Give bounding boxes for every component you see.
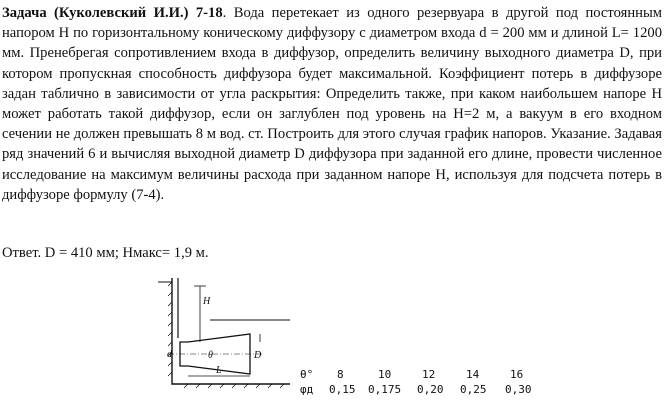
problem-text [2, 3, 662, 205]
loss-coefficient-table [300, 368, 560, 402]
angle-cell: 8 [337, 368, 344, 381]
coefficient-cell: 0,25 [460, 383, 487, 396]
problem-body: . Вода перетекает из одного резервуара в другой под постоянным напором H по горизонтальному коническому диффузору с диаметром входа d = 200 мм и длиной L= 1200 мм. Пренебрегая сопротивлением входа в диффузор, определить величину выходного диаметра D, при котором пропускная способность диффузора будет максимальной. Коэффициент потерь в диффузоре задан таблично в зависимости от угла раскрытия: Определить также, при каком наибольшем напоре H может работать такой диффузор, если он заглублен под уровень на H=2 м, а вакуум в его входном сечении не должен превышать 8 м вод. ст. Построить для этого случая график напоров. Указание. Задавая ряд значений 6 и вычисляя выходной диаметр D диффузора при заданной его длине, провести численное исследование на максимум величины расхода при заданном напоре H, используя для подсчета потерь в диффузоре формулу (7-4). [2, 5, 662, 203]
reservoir-wall-left [172, 278, 180, 384]
coefficient-cell: 0,30 [505, 383, 532, 396]
coefficient-cell: 0,175 [368, 383, 402, 396]
problem-heading: Задача (Куколевский И.И.) 7-18 [2, 5, 223, 21]
label-H: H [203, 296, 211, 307]
coefficient-cell: 0,15 [329, 383, 356, 396]
angle-cell: 16 [510, 368, 524, 381]
angle-cell: 12 [422, 368, 436, 381]
label-L: L [216, 365, 222, 376]
coefficient-cell: 0,20 [417, 383, 444, 396]
label-theta: θ [208, 350, 213, 361]
row-label-coefficient: φд [300, 383, 314, 396]
angle-cell: 10 [378, 368, 392, 381]
label-d: d [167, 349, 172, 360]
diffuser-diagram [150, 272, 290, 413]
angle-cell: 14 [466, 368, 480, 381]
answer-line: Ответ. D = 410 мм; Hмакс= 1,9 м. [2, 245, 209, 261]
label-D: D [254, 350, 262, 361]
row-label-angle: θ° [300, 368, 314, 381]
